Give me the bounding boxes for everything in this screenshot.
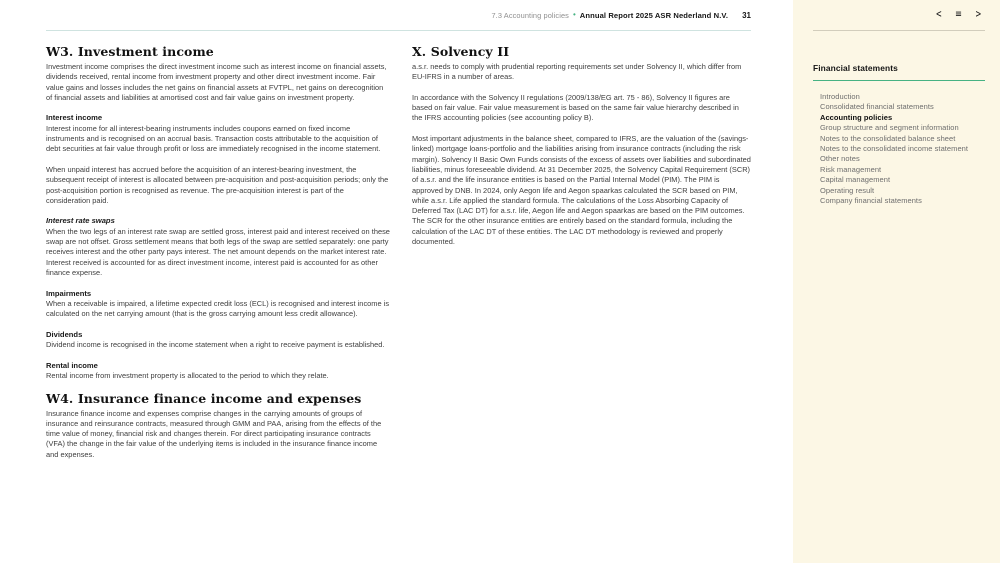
sidebar-nav-list bbox=[820, 92, 985, 206]
sidebar-item-notes-balance-sheet[interactable]: Notes to the consolidated balance sheet bbox=[820, 133, 956, 143]
interest-rate-swaps-paragraph: When the two legs of an interest rate swap are settled gross, interest paid and interest received on these swap are not offset. Gross settlement means that both legs of the swap are settled separately: one party receives interest and the other party pays interest. The net amount depends on the market interest rate. Interest received is accounted for as direct investment income, interest paid is accounted for as other finance expense. bbox=[46, 226, 390, 277]
sidebar-item-capital-management[interactable]: Capital management bbox=[820, 175, 891, 185]
left-column bbox=[46, 45, 390, 470]
rental-income-paragraph: Rental income from investment property is allocated to the period to which they relate. bbox=[46, 370, 329, 380]
subheading-interest-income: Interest income bbox=[46, 113, 103, 123]
subheading-rental-income: Rental income bbox=[46, 360, 98, 370]
sidebar-item-other-notes[interactable]: Other notes bbox=[820, 154, 860, 164]
subheading-impairments: Impairments bbox=[46, 288, 92, 298]
menu-icon[interactable]: ≡ bbox=[955, 9, 962, 20]
sidebar-item-accounting-policies[interactable]: Accounting policies bbox=[820, 112, 893, 122]
toc-sidebar bbox=[793, 0, 1000, 563]
solvency-paragraph-2: In accordance with the Solvency II regulations (2009/138/EG art. 75 - 86), Solvency II figures are based on fair value. Fair value measurement is based on the same fair value hierarchy described in the IFRS accounting policies (see accounting policy B). bbox=[412, 92, 739, 123]
sidebar-item-operating-result[interactable]: Operating result bbox=[820, 185, 875, 195]
chevron-right-icon[interactable]: > bbox=[975, 8, 981, 21]
section-heading-w4: W4. Insurance finance income and expenses bbox=[46, 390, 362, 406]
breadcrumb-separator-dot: • bbox=[572, 10, 576, 19]
sidebar-item-notes-income-statement[interactable]: Notes to the consolidated income statement bbox=[820, 144, 969, 154]
page-number: 31 bbox=[742, 10, 751, 20]
section-heading-w3: W3. Investment income bbox=[46, 44, 214, 59]
sidebar-item-consolidated-financial-statements[interactable]: Consolidated financial statements bbox=[820, 102, 934, 112]
sidebar-item-group-structure[interactable]: Group structure and segment information bbox=[820, 123, 959, 133]
sidebar-title: Financial statements bbox=[813, 63, 985, 81]
document-body bbox=[46, 45, 751, 470]
chevron-left-icon[interactable]: < bbox=[936, 8, 942, 21]
dividends-paragraph: Dividend income is recognised in the income statement when a right to receive payment is established. bbox=[46, 340, 385, 350]
breadcrumb: 7.3 Accounting policies bbox=[491, 10, 569, 20]
section-heading-x-solvency: X. Solvency II bbox=[412, 44, 510, 59]
solvency-paragraph-3: Most important adjustments in the balance sheet, compared to IFRS, are the valuation of the (savings-linked) mortgage loans-portfolio and the liabilities arising from insurance contracts (including the risk margin). Solvency II Basic Own Funds consists of the excess of assets over liabilities and subordinated liabilities, minus foreseeable dividend. At 31 December 2025, the Solvency Capital Requirement (SCR) of a.s.r. and the life insurance entities is based on the Partial Internal Model (PIM). The PIM is approved by DNB. In 2024, only Aegon life and Aegon spaarkas calculated the SCR based on PIM, while a.s.r. Life applied the standard formula. The calculations of the Loss Absorbing Capacity of Deferred Tax (LAC DT) for a.s.r. life, Aegon life and Aegon spaarkas are based on the PIM outcomes. The SCR for the other insurance entities are entirely based on the standard formula, including the calculation of the LAC DT of these entities. The LAC DT methodology is reviewed and properly documented. bbox=[412, 134, 751, 247]
interest-income-paragraph-2: When unpaid interest has accrued before the acquisition of an interest-bearing investment, the subsequent receipt of interest is allocated between pre-acquisition and post-acquisition periods; only the post-acquisition portion is recognised as revenue. The pre-acquisition interest is part of the consideration paid. bbox=[46, 164, 389, 205]
sidebar-item-company-financial-statements[interactable]: Company financial statements bbox=[820, 196, 922, 206]
interest-income-paragraph-1: Interest income for all interest-bearing instruments includes coupons earned on fixed income instruments and is recognised on an accrual basis. Transaction costs attributable to the acquisition of debt securities at fair value through profit or loss are immediately recognised in the income statement. bbox=[46, 123, 381, 154]
w3-intro-paragraph: Investment income comprises the direct investment income such as interest income on financial assets, dividends received, rental income from investment property and other direct investment income. Fair value gains and losses includes the net gains on financial assets at FVTPL, net gains on derecognition of financial assets and liabilities at amortised cost and fair value gains on investment property. bbox=[46, 62, 387, 102]
sidebar-nav-controls bbox=[813, 0, 985, 31]
topbar bbox=[46, 0, 751, 31]
report-title: Annual Report 2025 ASR Nederland N.V. bbox=[579, 10, 729, 20]
solvency-paragraph-1: a.s.r. needs to comply with prudential reporting requirements set under Solvency II, which differ from EU-IFRS in a number of areas. bbox=[412, 62, 742, 82]
w4-paragraph: Insurance finance income and expenses comprise changes in the carrying amounts of groups of insurance and reinsurance contracts, measured through GMM and PAA, arising from the effects of the time value of money, financial risk and changes therein. For direct participating insurance contracts (VFA) the change in the fair value of the underlying items is included in the insurance finance income and expenses. bbox=[46, 408, 382, 459]
sidebar-item-risk-management[interactable]: Risk management bbox=[820, 164, 882, 174]
subheading-interest-rate-swaps: Interest rate swaps bbox=[46, 216, 115, 226]
subheading-dividends: Dividends bbox=[46, 329, 83, 339]
right-column bbox=[412, 45, 751, 470]
impairments-paragraph: When a receivable is impaired, a lifetime expected credit loss (ECL) is recognised and interest income is calculated on the net carrying amount (that is the gross carrying amount less credit allowance). bbox=[46, 298, 390, 319]
sidebar-item-introduction[interactable]: Introduction bbox=[820, 92, 860, 101]
